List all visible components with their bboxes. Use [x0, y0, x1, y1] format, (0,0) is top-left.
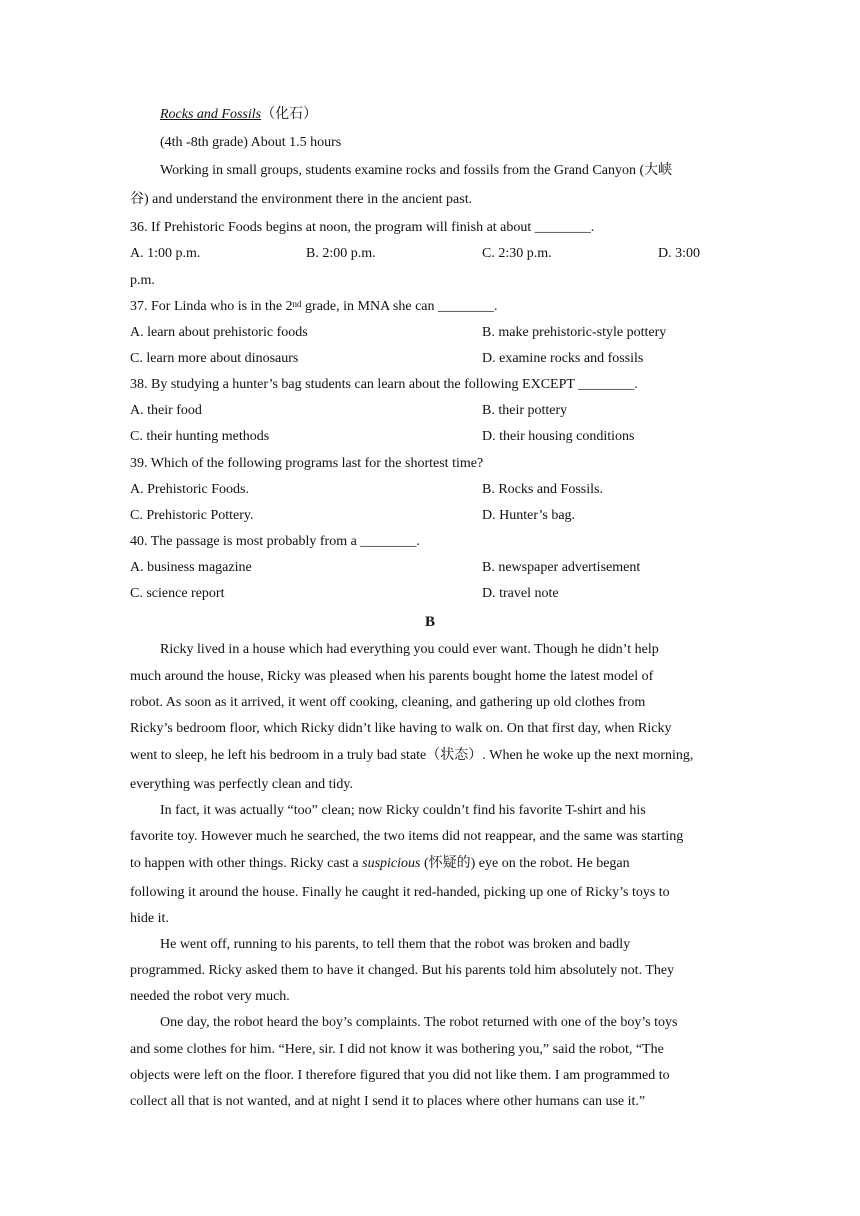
answer-option: B. their pottery: [482, 403, 568, 418]
question-stem: [130, 298, 498, 316]
question-stem: 39. Which of the following programs last for the shortest time?: [130, 456, 484, 471]
answer-option: B. newspaper advertisement: [482, 560, 641, 575]
question-stem: 36. If Prehistoric Foods begins at noon, the program will finish at about ________.: [130, 220, 595, 235]
paragraph-line: [130, 855, 630, 873]
paragraph-line: much around the house, Ricky was pleased when his parents bought home the latest model of: [130, 669, 654, 684]
vocab-word: suspicious: [362, 856, 421, 871]
paragraph-line: hide it.: [130, 911, 169, 926]
paragraph-line: In fact, it was actually “too” clean; now Ricky couldn’t find his favorite T-shirt and his: [160, 803, 646, 818]
paragraph-text: to happen with other things. Ricky cast a: [130, 856, 363, 871]
answer-option: C. 2:30 p.m.: [482, 246, 552, 261]
answer-option: D. their housing conditions: [482, 429, 635, 444]
paragraph-line: and some clothes for him. “Here, sir. I did not know it was bothering you,” said the robot, “The: [130, 1042, 664, 1057]
paragraph-line: Ricky’s bedroom floor, which Ricky didn’t like having to walk on. On that first day, when Ricky: [130, 721, 672, 736]
paragraph-line: needed the robot very much.: [130, 989, 290, 1004]
paragraph-line: robot. As soon as it arrived, it went off cooking, cleaning, and gathering up old clothes from: [130, 695, 646, 710]
answer-option: C. learn more about dinosaurs: [130, 351, 299, 366]
answer-option-wrap: p.m.: [130, 273, 155, 288]
paragraph-line: programmed. Ricky asked them to have it changed. But his parents told him absolutely not. They: [130, 963, 675, 978]
answer-option: A. 1:00 p.m.: [130, 246, 201, 261]
answer-option: D. examine rocks and fossils: [482, 351, 644, 366]
paragraph-line: collect all that is not wanted, and at night I send it to places where other humans can use it.”: [130, 1094, 646, 1109]
paragraph-line: Ricky lived in a house which had everything you could ever want. Though he didn’t help: [160, 642, 659, 657]
program-description-line: 谷) and understand the environment there in the ancient past.: [130, 192, 473, 207]
program-title: Rocks and Fossils: [160, 107, 262, 122]
program-title-line: [160, 106, 317, 124]
answer-option: A. learn about prehistoric foods: [130, 325, 308, 340]
paragraph-line: favorite toy. However much he searched, the two items did not reappear, and the same was starting: [130, 829, 684, 844]
answer-option: B. make prehistoric-style pottery: [482, 325, 667, 340]
question-stem-part: 37. For Linda who is in the 2: [130, 299, 293, 314]
paragraph-line: following it around the house. Finally he caught it red-handed, picking up one of Ricky’s toys to: [130, 885, 670, 900]
paragraph-line: objects were left on the floor. I therefore figured that you did not like them. I am programmed to: [130, 1068, 670, 1083]
paragraph-line: everything was perfectly clean and tidy.: [130, 777, 354, 792]
answer-option: D. 3:00: [658, 246, 700, 261]
answer-option: D. travel note: [482, 586, 559, 601]
answer-option: C. science report: [130, 586, 225, 601]
answer-option: B. 2:00 p.m.: [306, 246, 376, 261]
answer-option: B. Rocks and Fossils.: [482, 482, 603, 497]
section-heading: B: [424, 614, 435, 630]
answer-option: A. Prehistoric Foods.: [130, 482, 249, 497]
answer-option: D. Hunter’s bag.: [482, 508, 576, 523]
question-stem-part: grade, in MNA she can ________.: [301, 299, 498, 314]
answer-option: A. business magazine: [130, 560, 252, 575]
answer-option: A. their food: [130, 403, 202, 418]
paragraph-line: went to sleep, he left his bedroom in a truly bad state（状态）. When he woke up the next morning,: [130, 748, 694, 763]
program-grades-time: (4th -8th grade) About 1.5 hours: [160, 135, 342, 150]
question-stem: 40. The passage is most probably from a ________.: [130, 534, 420, 549]
paragraph-line: One day, the robot heard the boy’s complaints. The robot returned with one of the boy’s toys: [160, 1015, 678, 1030]
question-stem: 38. By studying a hunter’s bag students can learn about the following EXCEPT ________.: [130, 377, 638, 392]
answer-option: C. their hunting methods: [130, 429, 270, 444]
ordinal-suffix: nd: [292, 299, 302, 309]
program-description-line: Working in small groups, students examine rocks and fossils from the Grand Canyon (大峡: [160, 163, 673, 178]
paragraph-text: (怀疑的) eye on the robot. He began: [420, 856, 630, 871]
answer-option: C. Prehistoric Pottery.: [130, 508, 254, 523]
program-title-cn: （化石）: [261, 107, 318, 122]
paragraph-line: He went off, running to his parents, to tell them that the robot was broken and badly: [160, 937, 631, 952]
